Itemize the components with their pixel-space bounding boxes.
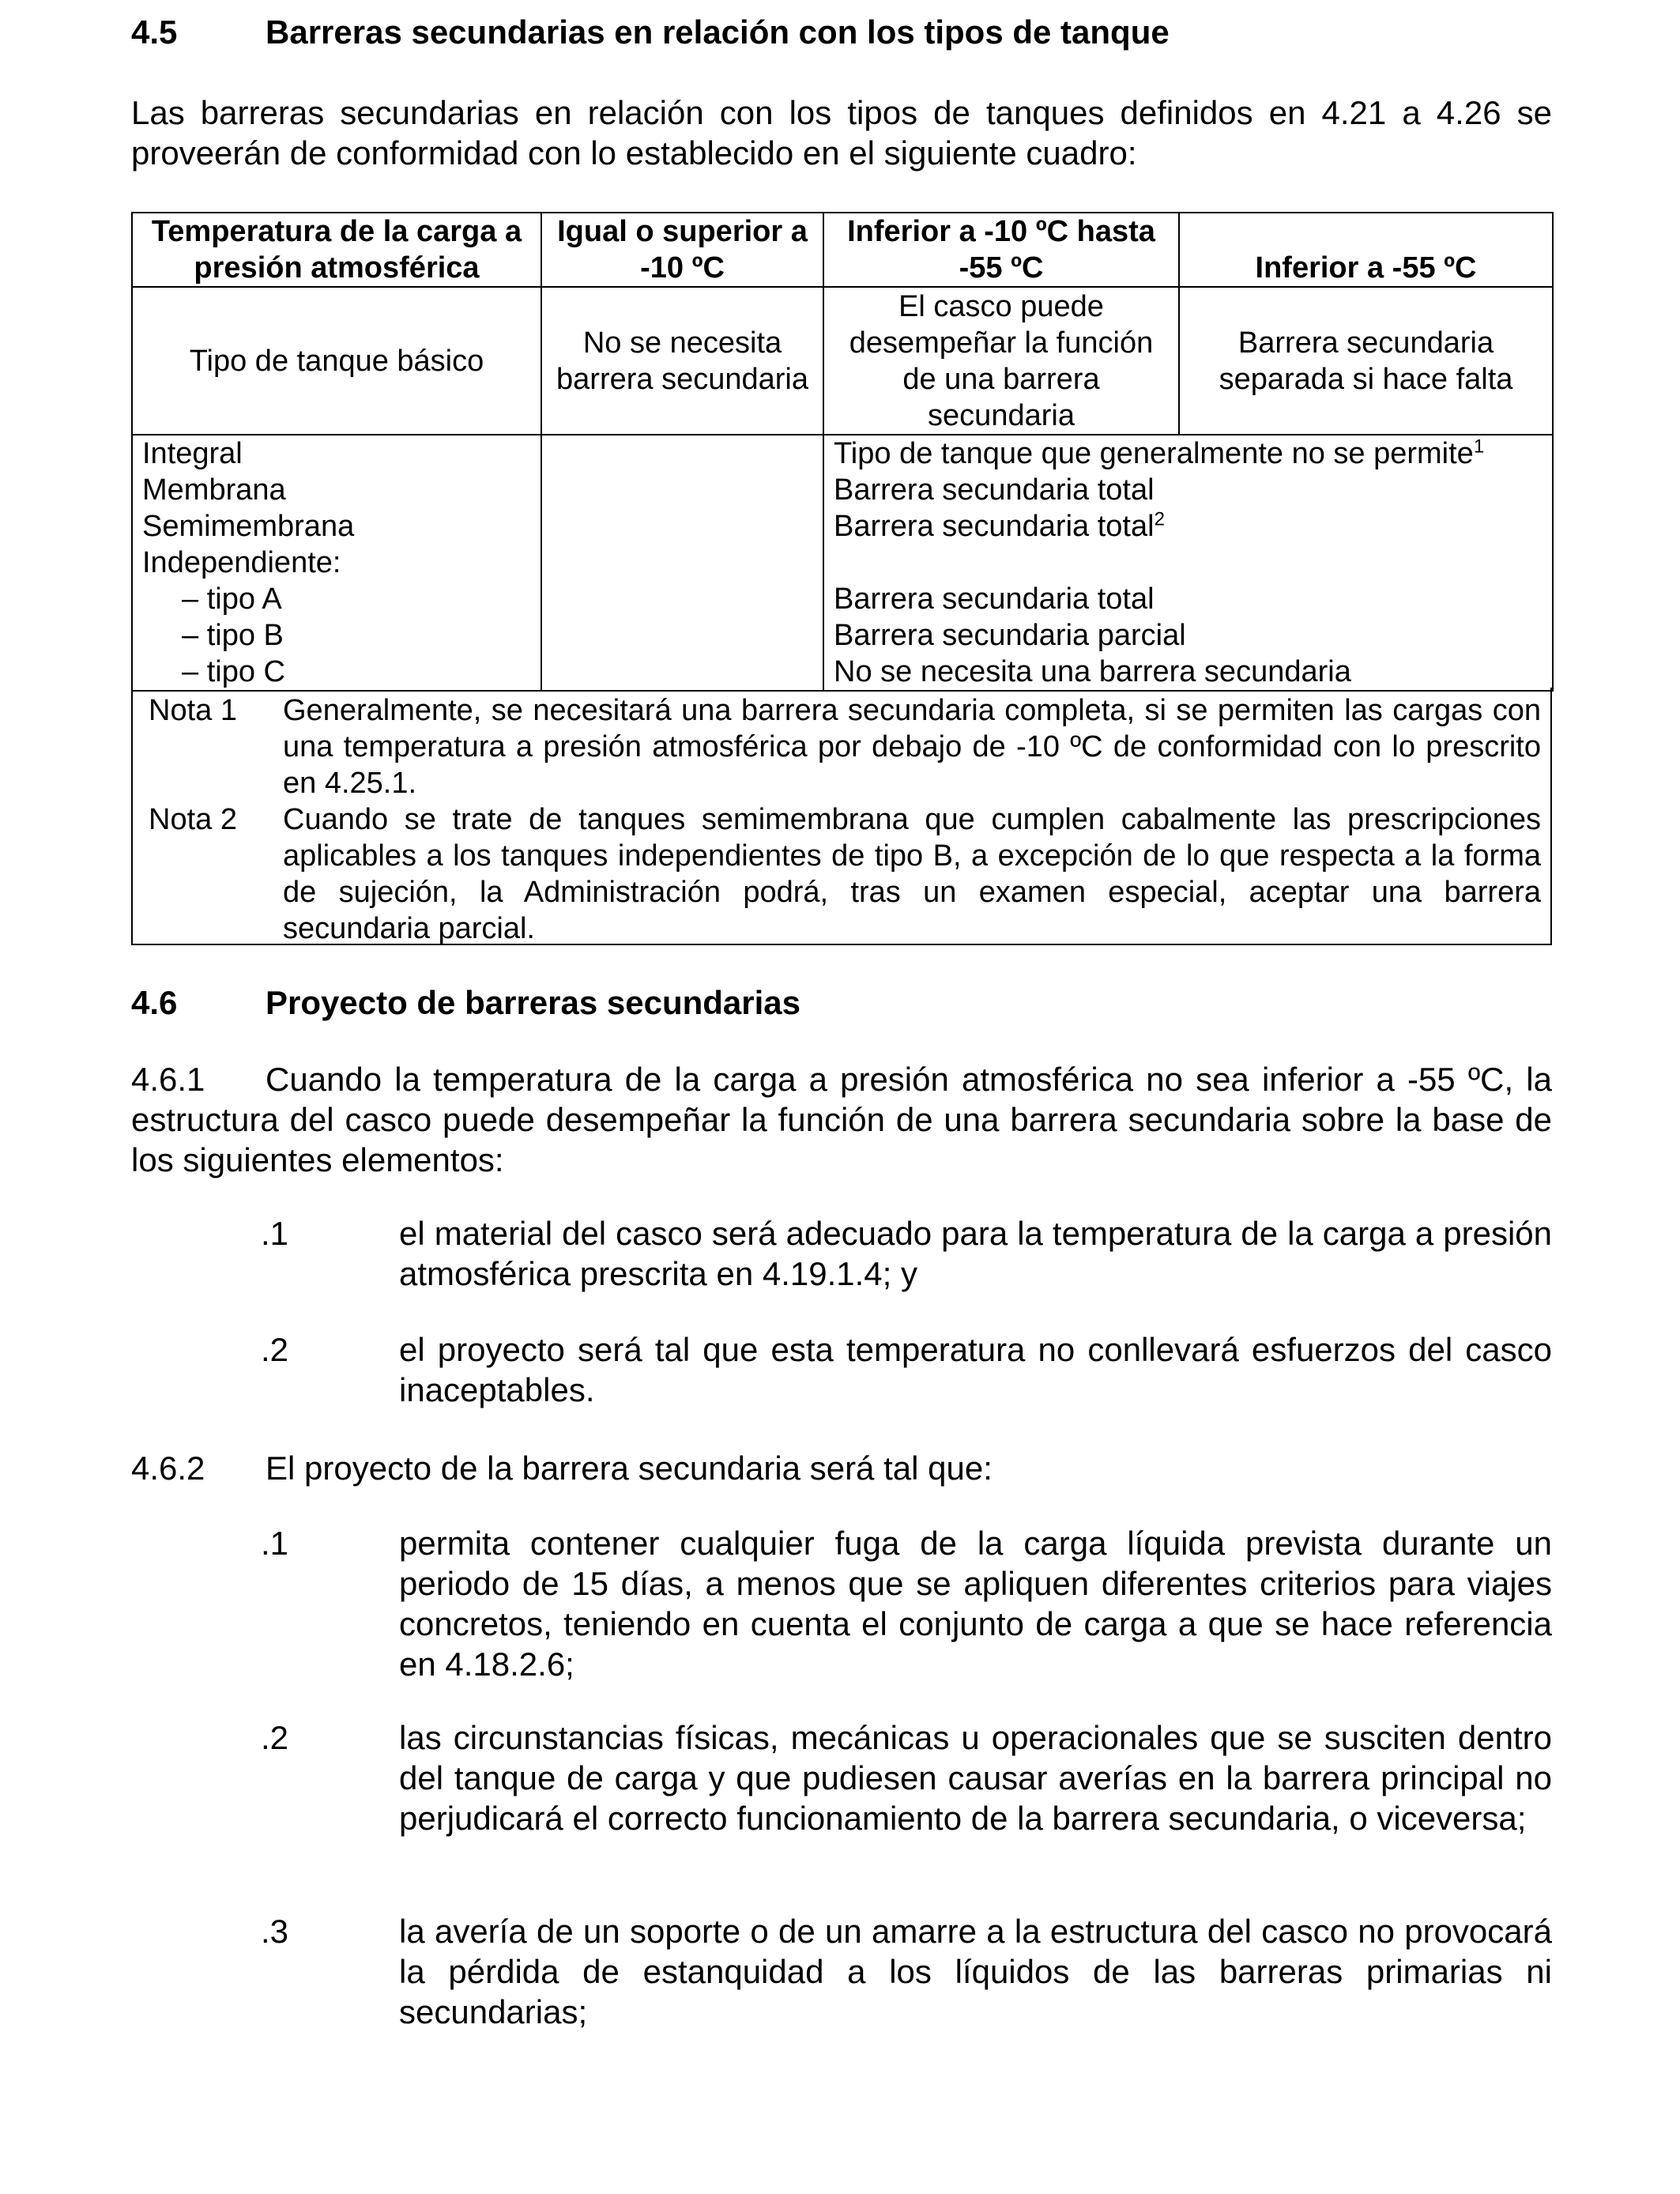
paragraph-4-6-1 <box>131 1059 1552 1180</box>
tank-type: Semimembrana <box>142 510 355 543</box>
table-row <box>132 287 1553 435</box>
requirement: Barrera secundaria total <box>834 582 1155 616</box>
requirement: Barrera secundaria total <box>834 473 1155 507</box>
footnote-mark: 1 <box>1473 435 1485 458</box>
note-text: Generalmente, se necesitará una barrera secundaria completa, si se permiten las cargas con una temperatura a presión atmosférica por debajo de -10 ºC de conformidad con lo prescrito en 4.25.1. <box>283 694 1541 800</box>
tank-type: Integral <box>142 437 243 470</box>
note-1 <box>133 692 1550 801</box>
secondary-barrier-table <box>131 212 1554 692</box>
tank-type: – tipo B <box>182 619 284 652</box>
header-cell: Inferior a -10 ºC hasta -55 ºC <box>823 213 1179 287</box>
paragraph-4-6-2 <box>131 1448 1552 1488</box>
tank-type: Membrana <box>142 473 286 507</box>
list-item <box>261 1717 1552 1838</box>
item-marker: .1 <box>261 1215 289 1252</box>
table-header-row <box>132 213 1553 287</box>
list-item <box>261 1911 1552 2032</box>
section-title: Barreras secundarias en relación con los tipos de tanque <box>266 13 1170 51</box>
table-cell: Tipo de tanque básico <box>132 287 541 435</box>
section-4-6-heading <box>131 983 1552 1023</box>
footnote-mark: 2 <box>1154 508 1165 530</box>
note-text: Cuando se trate de tanques semimembrana que cumplen cabalmente las prescripciones aplicables a los tanques independientes de tipo B, a excepción de lo que respecta a la forma de sujeción, la Administración podrá, tras un examen especial, aceptar una barrera secundaria parcial. <box>283 803 1541 945</box>
item-text: el material del casco será adecuado para la temperatura de la carga a presión atmosférica prescrita en 4.19.1.4; y <box>399 1215 1552 1292</box>
item-marker: .2 <box>261 1719 289 1756</box>
tank-types-cell <box>132 435 541 691</box>
paragraph-number: 4.6.2 <box>131 1449 205 1487</box>
requirement: Barrera secundaria total$^2$ <box>834 508 1165 543</box>
tank-type: – tipo C <box>182 655 285 688</box>
section-4-5-intro: Las barreras secundarias en relación con los tipos de tanques definidos en 4.21 a 4.26 se proveerán de conformidad con lo establecido en el siguiente cuadro: <box>131 94 1552 172</box>
paragraph-text: El proyecto de la barrera secundaria será tal que: <box>266 1449 993 1487</box>
table-cell: El casco puede desempeñar la función de una barrera secundaria <box>823 287 1179 435</box>
table-cell: No se necesita barrera secundaria <box>541 287 823 435</box>
table-notes <box>131 688 1552 945</box>
section-4-5-heading <box>131 13 1552 52</box>
section-number: 4.5 <box>131 13 178 51</box>
requirement: No se necesita una barrera secundaria <box>834 655 1351 688</box>
list-item <box>261 1213 1552 1294</box>
note-2 <box>133 801 1550 947</box>
header-cell: Inferior a -55 ºC <box>1179 213 1553 287</box>
tank-type: – tipo A <box>182 582 282 616</box>
tank-type: Independiente: <box>142 546 341 579</box>
note-label: Nota 1 <box>149 694 237 727</box>
item-marker: .2 <box>261 1331 289 1368</box>
table-row <box>132 435 1553 691</box>
item-text: las circunstancias físicas, mecánicas u operacionales que se susciten dentro del tanque de carga y que pudiesen causar averías en la barrera principal no perjudicará el correcto funcionamiento de la barrera secundaria, o viceversa; <box>399 1719 1552 1837</box>
header-cell: Igual o superior a -10 ºC <box>541 213 823 287</box>
paragraph-text: Cuando la temperatura de la carga a presión atmosférica no sea inferior a -55 ºC, la estructura del casco puede desempeñar la función de una barrera secundaria sobre la base de los siguientes elementos: <box>131 1061 1552 1178</box>
requirements-cell <box>823 435 1553 691</box>
item-text: la avería de un soporte o de un amarre a la estructura del casco no provocará la pérdida de estanquidad a los líquidos de las barreras primarias ni secundarias; <box>399 1913 1552 2030</box>
item-text: permita contener cualquier fuga de la carga líquida prevista durante un periodo de 15 días, a menos que se apliquen diferentes criterios para viajes concretos, teniendo en cuenta el conjunto de carga a que se hace referencia en 4.18.2.6; <box>399 1525 1552 1683</box>
note-label: Nota 2 <box>149 803 237 836</box>
paragraph-number: 4.6.1 <box>131 1061 205 1098</box>
item-marker: .1 <box>261 1525 289 1562</box>
requirement: Barrera secundaria parcial <box>834 619 1186 652</box>
section-title: Proyecto de barreras secundarias <box>266 984 801 1021</box>
section-number: 4.6 <box>131 984 178 1021</box>
table-cell: Barrera secundaria separada si hace falta <box>1179 287 1553 435</box>
item-marker: .3 <box>261 1913 289 1950</box>
list-item <box>261 1523 1552 1684</box>
empty-cell <box>541 435 823 691</box>
requirement: Tipo de tanque que generalmente no se permite$^1$ <box>834 435 1485 470</box>
header-cell: Temperatura de la carga a presión atmosférica <box>132 213 541 287</box>
item-text: el proyecto será tal que esta temperatura no conllevará esfuerzos del casco inaceptables. <box>399 1331 1552 1408</box>
list-item <box>261 1329 1552 1410</box>
